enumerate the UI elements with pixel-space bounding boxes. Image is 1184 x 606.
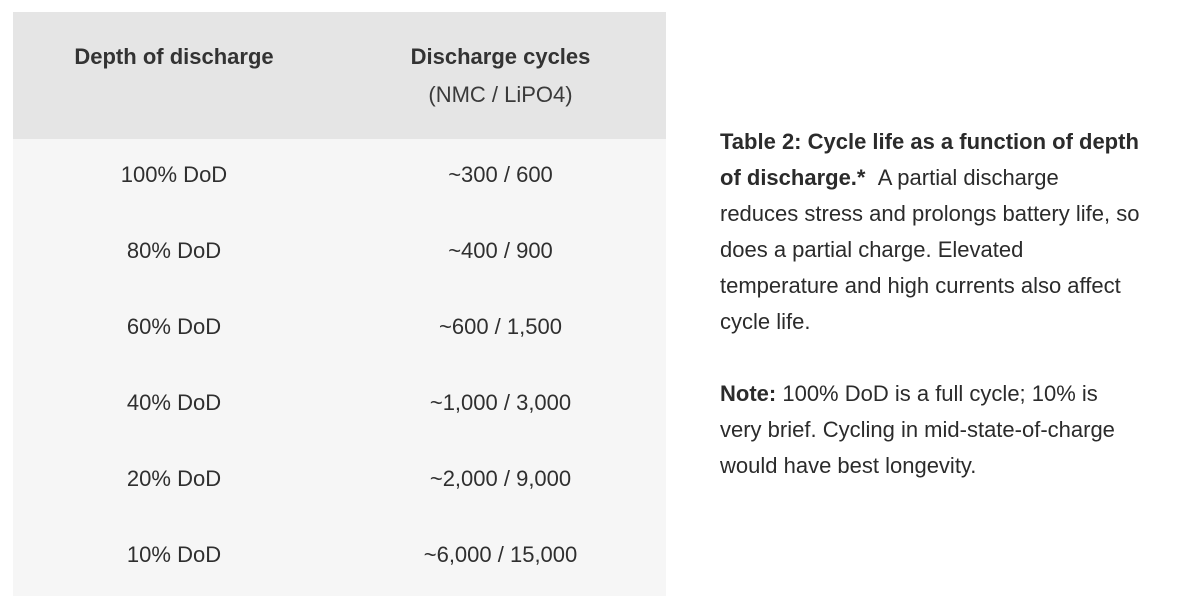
cell-dod: 20% DoD: [126, 466, 222, 491]
cell-cycles: ~2,000 / 9,000: [429, 466, 572, 491]
cell-cycles: ~600 / 1,500: [439, 314, 562, 339]
table-header: [13, 12, 666, 139]
header-depth-of-discharge: Depth of discharge: [74, 44, 274, 69]
cell-dod: 100% DoD: [120, 162, 228, 187]
note-paragraph: [720, 376, 1140, 484]
header-discharge-cycles: Discharge cycles: [410, 44, 591, 69]
table-row: [13, 215, 666, 291]
cell-dod: 60% DoD: [126, 314, 222, 339]
table-row: [13, 443, 666, 519]
caption-paragraph: [720, 124, 1140, 340]
cell-cycles: ~300 / 600: [448, 162, 553, 187]
cell-cycles: ~1,000 / 3,000: [429, 390, 572, 415]
caption-body: A partial discharge reduces stress and prolongs battery life, so does a partial charge. Elevated temperature and high currents also affect cycle life.: [720, 165, 1140, 334]
table-row: [13, 519, 666, 595]
cell-cycles: ~400 / 900: [448, 238, 553, 263]
cell-dod: 80% DoD: [126, 238, 222, 263]
table-row: [13, 291, 666, 367]
table-row: [13, 139, 666, 215]
note-body: 100% DoD is a full cycle; 10% is very brief. Cycling in mid-state-of-charge would have best longevity.: [720, 381, 1115, 478]
cell-cycles: ~6,000 / 15,000: [423, 542, 578, 567]
cycle-life-table: [13, 12, 666, 596]
header-discharge-cycles-subtitle: (NMC / LiPO4): [428, 82, 573, 107]
cell-dod: 10% DoD: [126, 542, 222, 567]
table-row: [13, 367, 666, 443]
note-label: Note:: [720, 381, 777, 406]
cell-dod: 40% DoD: [126, 390, 222, 415]
caption-title: Table 2: Cycle life as a function of depth of discharge.*: [720, 129, 1139, 190]
table-body: [13, 139, 666, 595]
table-caption: [720, 124, 1140, 484]
